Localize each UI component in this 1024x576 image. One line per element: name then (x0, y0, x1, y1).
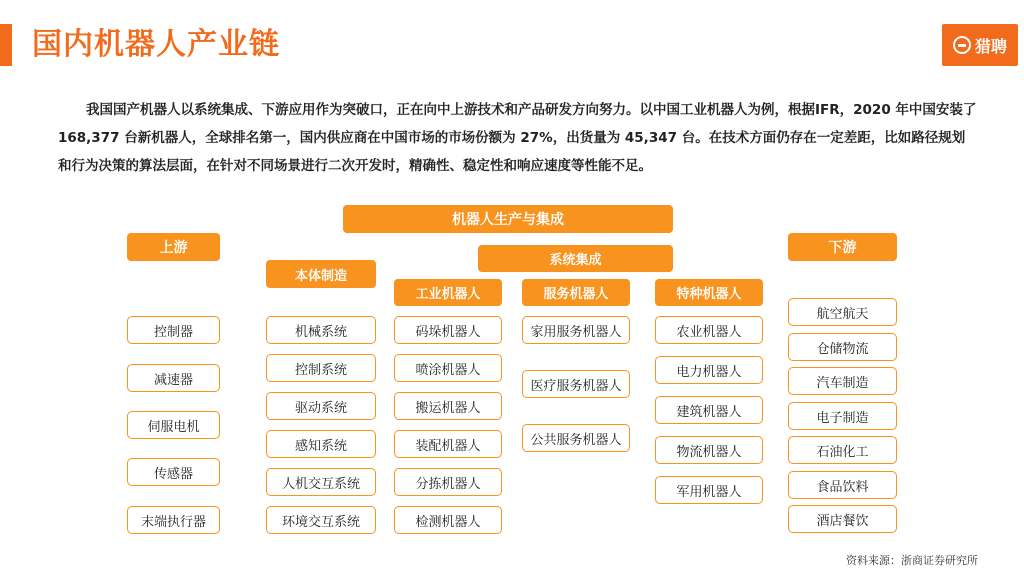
downstream-item: 汽车制造 (788, 367, 897, 395)
liepin-logo-icon (953, 36, 971, 54)
header-downstream: 下游 (788, 233, 897, 261)
intro-text: 我国国产机器人以系统集成、下游应用作为突破口，正在向中上游技术和产品研发方向努力。以中国工业机器人为例，根据IFR，2020 年中国安装了 168,377 台新机器人，全球排名第一，国内供应商在中国市场的市场份额为 27%，出货量为 45,347 台。在技术方面仍存在一定差距，比如路径规划和行为决策的算法层面，在针对不同场景进行二次开发时，精确性、稳定性和响应速度等性能不足。 (58, 102, 977, 174)
intro-paragraph (58, 96, 978, 180)
body-item: 感知系统 (266, 430, 376, 458)
body-item: 控制系统 (266, 354, 376, 382)
header-production-integration: 机器人生产与集成 (343, 205, 673, 233)
upstream-item: 伺服电机 (127, 411, 220, 439)
service-robot-item: 家用服务机器人 (522, 316, 630, 344)
industrial-robot-item: 分拣机器人 (394, 468, 502, 496)
special-robot-item: 物流机器人 (655, 436, 763, 464)
body-item: 驱动系统 (266, 392, 376, 420)
upstream-item: 控制器 (127, 316, 220, 344)
header-service-robot: 服务机器人 (522, 279, 630, 306)
page-title: 国内机器人产业链 (32, 27, 280, 62)
special-robot-item: 建筑机器人 (655, 396, 763, 424)
header-system-integration: 系统集成 (478, 245, 673, 272)
industrial-robot-item: 检测机器人 (394, 506, 502, 534)
header-upstream: 上游 (127, 233, 220, 261)
body-item: 人机交互系统 (266, 468, 376, 496)
special-robot-item: 农业机器人 (655, 316, 763, 344)
body-item: 机械系统 (266, 316, 376, 344)
header-industrial-robot: 工业机器人 (394, 279, 502, 306)
brand-logo (942, 24, 1018, 66)
downstream-item: 仓储物流 (788, 333, 897, 361)
service-robot-item: 公共服务机器人 (522, 424, 630, 452)
upstream-item: 末端执行器 (127, 506, 220, 534)
upstream-item: 减速器 (127, 364, 220, 392)
industrial-robot-item: 搬运机器人 (394, 392, 502, 420)
downstream-item: 电子制造 (788, 402, 897, 430)
title-accent-bar (0, 24, 12, 66)
body-item: 环境交互系统 (266, 506, 376, 534)
upstream-item: 传感器 (127, 458, 220, 486)
industrial-robot-item: 喷涂机器人 (394, 354, 502, 382)
header-body-manufacturing: 本体制造 (266, 260, 376, 288)
downstream-item: 石油化工 (788, 436, 897, 464)
source-note: 资料来源：浙商证券研究所 (846, 554, 978, 567)
special-robot-item: 电力机器人 (655, 356, 763, 384)
header-special-robot: 特种机器人 (655, 279, 763, 306)
special-robot-item: 军用机器人 (655, 476, 763, 504)
service-robot-item: 医疗服务机器人 (522, 370, 630, 398)
industrial-robot-item: 码垛机器人 (394, 316, 502, 344)
downstream-item: 酒店餐饮 (788, 505, 897, 533)
downstream-item: 航空航天 (788, 298, 897, 326)
downstream-item: 食品饮料 (788, 471, 897, 499)
industrial-robot-item: 装配机器人 (394, 430, 502, 458)
logo-text: 猎聘 (974, 36, 1007, 56)
